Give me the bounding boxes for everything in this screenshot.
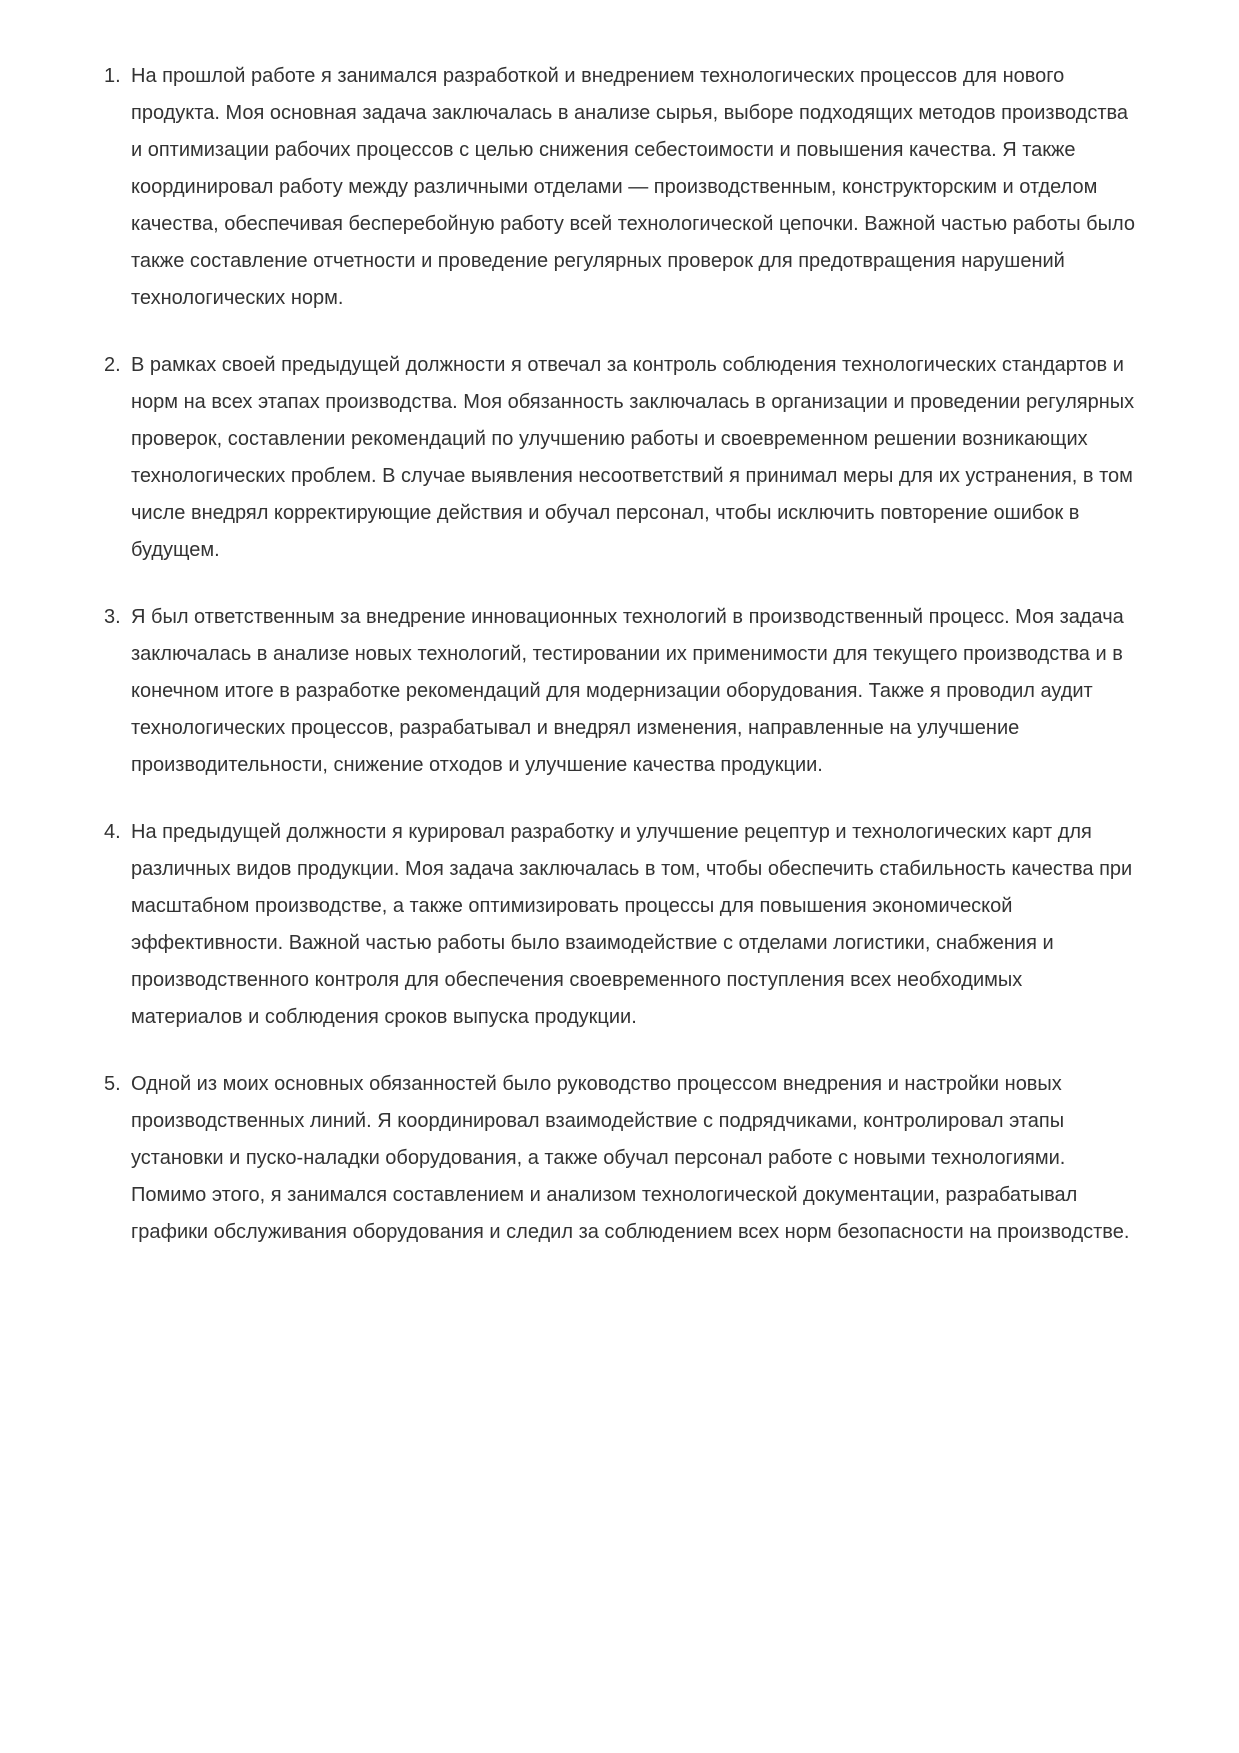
list-item-text: Я был ответственным за внедрение инновационных технологий в производственный процесс. Моя задача заключалась в анализе новых технологий, тестировании их применимости для текущего производства и в конечном итоге в разработке рекомендаций для модернизации оборудования. Также я проводил аудит технологических процессов, разрабатывал и внедрял изменения, направленные на улучшение производительности, снижение отходов и улучшение качества продукции. [131, 606, 1124, 776]
list-item-number: 2. [104, 354, 121, 376]
list-item [104, 58, 1135, 317]
list-item-number: 1. [104, 65, 121, 87]
list-item-text: Одной из моих основных обязанностей было руководство процессом внедрения и настройки новых производственных линий. Я координировал взаимодействие с подрядчиками, контролировал этапы установки и пуско-наладки оборудования, а также обучал персонал работе с новыми технологиями. Помимо этого, я занимался составлением и анализом технологической документации, разрабатывал графики обслуживания оборудования и следил за соблюдением всех норм безопасности на производстве. [131, 1073, 1130, 1243]
list-item [104, 347, 1135, 569]
list-item [104, 1066, 1135, 1251]
list-item-number: 5. [104, 1073, 121, 1095]
list-item-number: 3. [104, 606, 121, 628]
list-item [104, 814, 1135, 1036]
list-item-text: В рамках своей предыдущей должности я отвечал за контроль соблюдения технологических стандартов и норм на всех этапах производства. Моя обязанность заключалась в организации и проведении регулярных проверок, составлении рекомендаций по улучшению работы и своевременном решении возникающих технологических проблем. В случае выявления несоответствий я принимал меры для их устранения, в том числе внедрял корректирующие действия и обучал персонал, чтобы исключить повторение ошибок в будущем. [131, 354, 1135, 561]
numbered-list [104, 58, 1135, 1251]
list-item [104, 599, 1135, 784]
list-item-text: На прошлой работе я занимался разработкой и внедрением технологических процессов для нового продукта. Моя основная задача заключалась в анализе сырья, выборе подходящих методов производства и оптимизации рабочих процессов с целью снижения себестоимости и повышения качества. Я также координировал работу между различными отделами — производственным, конструкторским и отделом качества, обеспечивая бесперебойную работу всей технологической цепочки. Важной частью работы было также составление отчетности и проведение регулярных проверок для предотвращения нарушений технологических норм. [131, 65, 1136, 309]
list-item-text: На предыдущей должности я курировал разработку и улучшение рецептур и технологических карт для различных видов продукции. Моя задача заключалась в том, чтобы обеспечить стабильность качества при масштабном производстве, а также оптимизировать процессы для повышения экономической эффективности. Важной частью работы было взаимодействие с отделами логистики, снабжения и производственного контроля для обеспечения своевременного поступления всех необходимых материалов и соблюдения сроков выпуска продукции. [131, 821, 1133, 1028]
list-item-number: 4. [104, 821, 121, 843]
